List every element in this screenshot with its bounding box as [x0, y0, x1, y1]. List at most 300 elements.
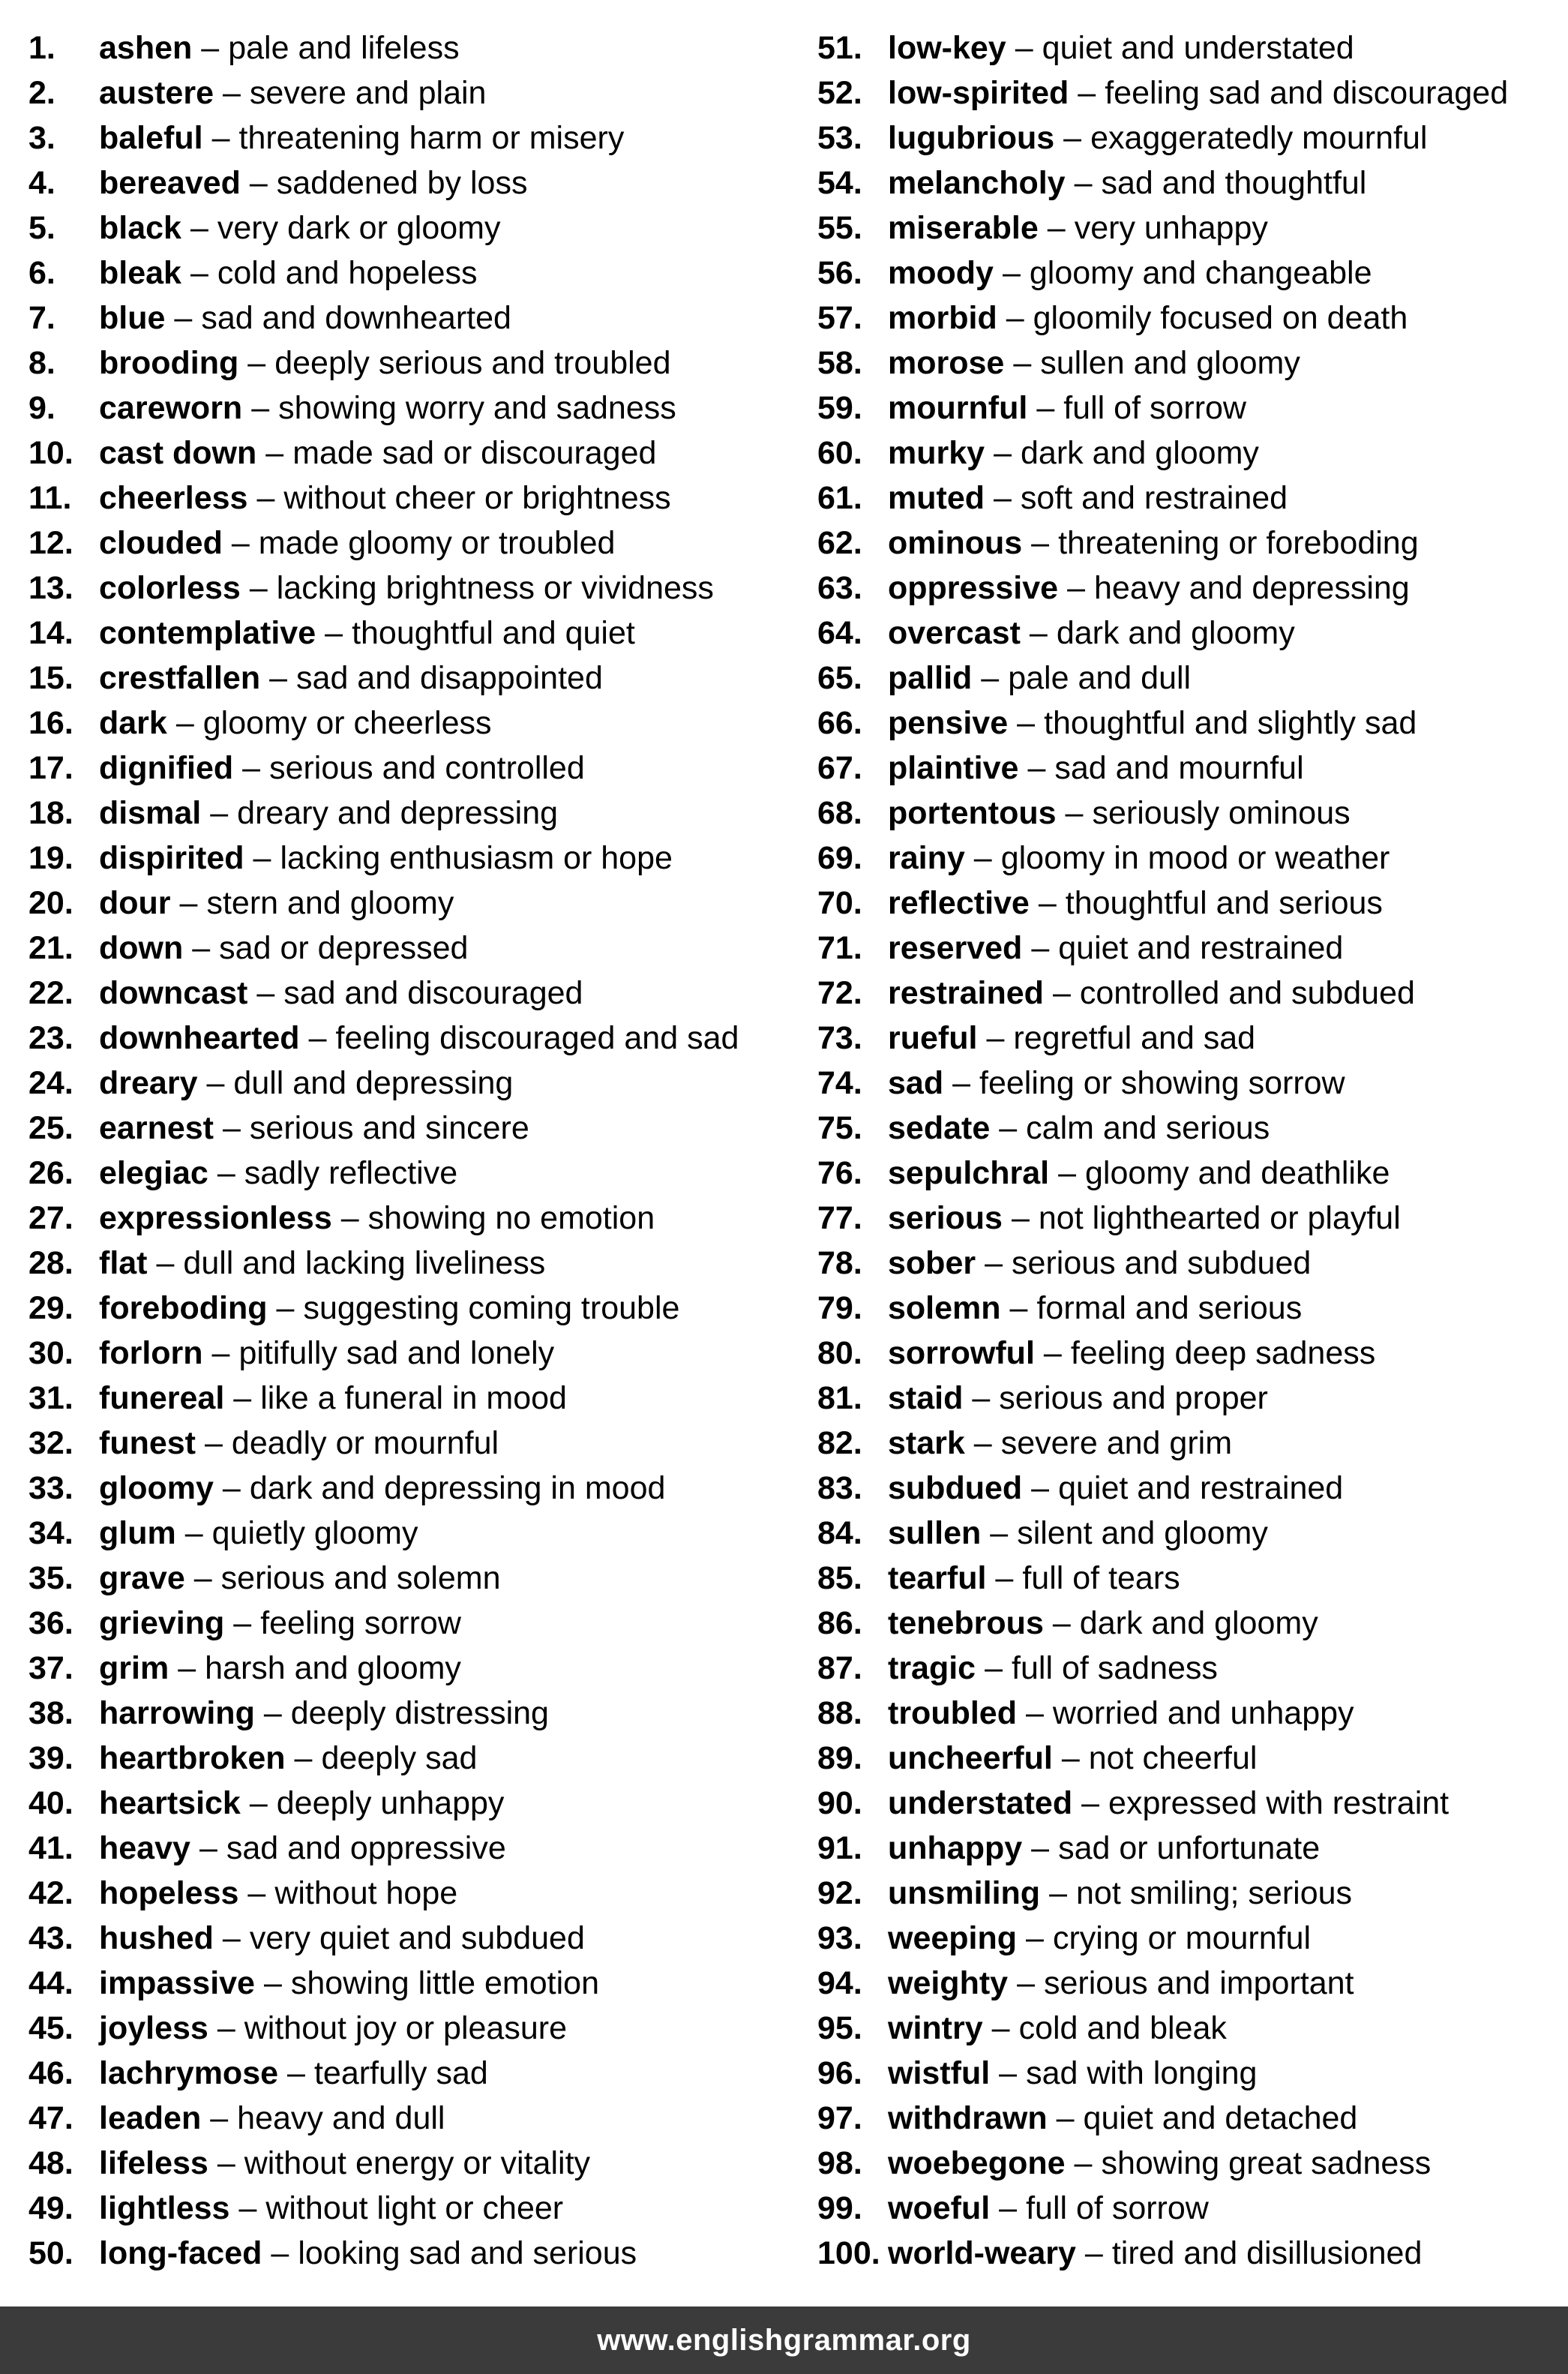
entry-number: 97.: [817, 2099, 862, 2136]
list-item: [817, 746, 1567, 791]
entry-definition: quiet and restrained: [1058, 1469, 1344, 1506]
entry-number: 48.: [28, 2144, 73, 2181]
entry-separator: –: [263, 1694, 282, 1731]
entry-definition: gloomy and changeable: [1029, 254, 1372, 291]
list-item: [28, 1511, 786, 1556]
entry-definition: saddened by loss: [276, 164, 528, 201]
entry-definition: suggesting coming trouble: [303, 1289, 680, 1326]
entry-definition: tearfully sad: [313, 2054, 488, 2091]
list-item: [817, 791, 1567, 836]
entry-separator: –: [1031, 524, 1050, 561]
entry-word: glum: [99, 1514, 176, 1551]
entry-separator: –: [325, 614, 343, 651]
entry-separator: –: [249, 1784, 268, 1821]
entry-number: 22.: [28, 974, 73, 1011]
entry-definition: threatening or foreboding: [1058, 524, 1419, 561]
list-item: [817, 1286, 1567, 1331]
entry-word: funereal: [99, 1379, 225, 1416]
entry-word: baleful: [99, 119, 203, 156]
entry-word: lachrymose: [99, 2054, 279, 2091]
entry-definition: sad with longing: [1026, 2054, 1258, 2091]
entry-definition: lacking enthusiasm or hope: [280, 839, 673, 876]
list-item: [28, 1286, 786, 1331]
entry-separator: –: [199, 1829, 217, 1866]
entry-separator: –: [1031, 1829, 1050, 1866]
entry-definition: thoughtful and quiet: [352, 614, 635, 651]
list-item: [817, 1106, 1567, 1151]
entry-number: 15.: [28, 659, 73, 696]
list-item: [817, 431, 1567, 476]
list-item: [817, 1691, 1567, 1736]
entry-word: contemplative: [99, 614, 316, 651]
entry-word: muted: [888, 479, 985, 516]
entry-definition: full of sorrow: [1063, 389, 1246, 426]
entry-number: 75.: [817, 1109, 862, 1146]
entry-word: sullen: [888, 1514, 982, 1551]
list-item: [28, 1826, 786, 1871]
entry-word: grave: [99, 1559, 185, 1596]
entry-separator: –: [1031, 929, 1050, 966]
entry-word: dignified: [99, 749, 234, 786]
entry-word: elegiac: [99, 1154, 208, 1191]
entry-number: 24.: [28, 1064, 73, 1101]
entry-definition: made gloomy or troubled: [258, 524, 616, 561]
entry-number: 73.: [817, 1019, 862, 1056]
entry-number: 85.: [817, 1559, 862, 1596]
list-item: [28, 1601, 786, 1646]
entry-separator: –: [985, 1649, 1003, 1686]
entry-word: moody: [888, 254, 994, 291]
entry-number: 99.: [817, 2189, 862, 2226]
entry-definition: quiet and understated: [1042, 29, 1354, 66]
entry-word: black: [99, 209, 181, 246]
list-item: [817, 26, 1567, 71]
entry-word: brooding: [99, 344, 239, 381]
entry-number: 14.: [28, 614, 73, 651]
entry-definition: deeply unhappy: [276, 1784, 505, 1821]
entry-definition: sad and oppressive: [226, 1829, 506, 1866]
entry-separator: –: [256, 974, 275, 1011]
list-item: [817, 1331, 1567, 1376]
entry-number: 91.: [817, 1829, 862, 1866]
list-item: [28, 791, 786, 836]
entry-word: weeping: [888, 1919, 1018, 1956]
entry-word: restrained: [888, 974, 1044, 1011]
entry-separator: –: [1061, 1739, 1080, 1776]
entry-separator: –: [175, 704, 194, 741]
list-item: [817, 1511, 1567, 1556]
entry-word: careworn: [99, 389, 243, 426]
entry-definition: sad and downhearted: [201, 299, 511, 336]
entry-number: 28.: [28, 1244, 73, 1281]
entry-word: bereaved: [99, 164, 241, 201]
entry-definition: deadly or mournful: [231, 1424, 499, 1461]
entry-definition: serious and sincere: [249, 1109, 529, 1146]
entry-word: harrowing: [99, 1694, 255, 1731]
list-item: [28, 1151, 786, 1196]
entry-definition: stern and gloomy: [206, 884, 454, 921]
entry-definition: feeling deep sadness: [1070, 1334, 1376, 1371]
entry-word: crestfallen: [99, 659, 261, 696]
entry-word: uncheerful: [888, 1739, 1053, 1776]
entry-word: subdued: [888, 1469, 1023, 1506]
entry-number: 57.: [817, 299, 862, 336]
list-item: [28, 1736, 786, 1781]
entry-definition: gloomy and deathlike: [1085, 1154, 1390, 1191]
entry-word: expressionless: [99, 1199, 332, 1236]
entry-number: 55.: [817, 209, 862, 246]
entry-number: 62.: [817, 524, 862, 561]
list-item: [817, 1736, 1567, 1781]
entry-number: 63.: [817, 569, 862, 606]
entry-word: dour: [99, 884, 171, 921]
entry-separator: –: [1017, 704, 1036, 741]
entry-number: 43.: [28, 1919, 73, 1956]
entry-separator: –: [1063, 119, 1082, 156]
entry-definition: sad and discouraged: [283, 974, 583, 1011]
entry-separator: –: [1017, 1964, 1035, 2001]
entry-definition: silent and gloomy: [1017, 1514, 1268, 1551]
entry-separator: –: [205, 1424, 223, 1461]
entry-definition: deeply serious and troubled: [274, 344, 671, 381]
list-item: [817, 1421, 1567, 1466]
entry-number: 93.: [817, 1919, 862, 1956]
list-item: [817, 296, 1567, 341]
entry-word: lightless: [99, 2189, 230, 2226]
entry-separator: –: [1074, 164, 1093, 201]
entry-separator: –: [1074, 2144, 1093, 2181]
entry-number: 31.: [28, 1379, 73, 1416]
entry-separator: –: [973, 839, 992, 876]
list-item: [817, 1466, 1567, 1511]
entry-number: 2.: [28, 74, 55, 111]
entry-number: 68.: [817, 794, 862, 831]
entry-separator: –: [211, 1334, 230, 1371]
entry-definition: showing worry and sadness: [278, 389, 676, 426]
entry-word: sad: [888, 1064, 944, 1101]
entry-definition: full of tears: [1022, 1559, 1180, 1596]
entry-number: 8.: [28, 344, 55, 381]
entry-word: woebegone: [888, 2144, 1066, 2181]
list-item: [817, 341, 1567, 386]
entry-definition: dark and gloomy: [1079, 1604, 1318, 1641]
entry-word: weighty: [888, 1964, 1009, 2001]
entry-separator: –: [294, 1739, 313, 1776]
entry-separator: –: [249, 569, 268, 606]
entry-number: 76.: [817, 1154, 862, 1191]
entry-number: 25.: [28, 1109, 73, 1146]
entry-word: grim: [99, 1649, 169, 1686]
entry-number: 9.: [28, 389, 55, 426]
list-item: [28, 296, 786, 341]
entry-number: 86.: [817, 1604, 862, 1641]
entry-definition: sad and thoughtful: [1101, 164, 1367, 201]
entry-word: low-spirited: [888, 74, 1069, 111]
entry-definition: dark and gloomy: [1021, 434, 1259, 471]
entry-definition: severe and grim: [1000, 1424, 1233, 1461]
list-item: [817, 2231, 1567, 2276]
entry-number: 52.: [817, 74, 862, 111]
entry-definition: sullen and gloomy: [1040, 344, 1300, 381]
entry-word: sorrowful: [888, 1334, 1035, 1371]
entry-separator: –: [973, 1424, 992, 1461]
list-item: [28, 1331, 786, 1376]
entry-word: impassive: [99, 1964, 255, 2001]
entry-definition: very quiet and subdued: [249, 1919, 585, 1956]
entry-number: 66.: [817, 704, 862, 741]
entry-separator: –: [1052, 974, 1071, 1011]
list-item: [28, 701, 786, 746]
entry-definition: without joy or pleasure: [244, 2009, 567, 2046]
entry-number: 59.: [817, 389, 862, 426]
list-item: [28, 1646, 786, 1691]
entry-separator: –: [991, 2009, 1010, 2046]
entry-definition: heavy and dull: [237, 2099, 445, 2136]
entry-separator: –: [1084, 2234, 1103, 2271]
entry-number: 42.: [28, 1874, 73, 1911]
entry-separator: –: [990, 1514, 1009, 1551]
entry-word: tenebrous: [888, 1604, 1044, 1641]
list-item: [28, 1691, 786, 1736]
entry-number: 19.: [28, 839, 73, 876]
entry-number: 12.: [28, 524, 73, 561]
entry-separator: –: [193, 1559, 212, 1596]
entry-word: heavy: [99, 1829, 190, 1866]
entry-definition: lacking brightness or vividness: [276, 569, 714, 606]
entry-separator: –: [1031, 1469, 1050, 1506]
entry-number: 5.: [28, 209, 55, 246]
entry-number: 44.: [28, 1964, 73, 2001]
entry-definition: serious and controlled: [269, 749, 585, 786]
entry-word: bleak: [99, 254, 181, 291]
entry-number: 64.: [817, 614, 862, 651]
entry-word: foreboding: [99, 1289, 268, 1326]
entry-word: stark: [888, 1424, 965, 1461]
list-item: [817, 971, 1567, 1016]
entry-definition: gloomy or cheerless: [202, 704, 492, 741]
list-item: [28, 1556, 786, 1601]
entry-number: 94.: [817, 1964, 862, 2001]
entry-number: 3.: [28, 119, 55, 156]
entry-number: 47.: [28, 2099, 73, 2136]
entry-separator: –: [1047, 209, 1066, 246]
entry-word: blue: [99, 299, 166, 336]
list-item: [817, 116, 1567, 161]
entry-separator: –: [994, 479, 1012, 516]
entry-definition: worried and unhappy: [1052, 1694, 1354, 1731]
entry-separator: –: [179, 884, 198, 921]
list-item: [28, 386, 786, 431]
entry-word: grieving: [99, 1604, 225, 1641]
entry-definition: sad and mournful: [1054, 749, 1304, 786]
entry-definition: controlled and subdued: [1079, 974, 1415, 1011]
entry-number: 45.: [28, 2009, 73, 2046]
entry-definition: without cheer or brightness: [283, 479, 671, 516]
entry-word: gloomy: [99, 1469, 214, 1506]
entry-number: 96.: [817, 2054, 862, 2091]
entry-word: leaden: [99, 2099, 202, 2136]
entry-number: 54.: [817, 164, 862, 201]
list-item: [28, 1376, 786, 1421]
entry-definition: soft and restrained: [1020, 479, 1288, 516]
list-item: [817, 1241, 1567, 1286]
list-item: [817, 836, 1567, 881]
entry-definition: full of sorrow: [1026, 2189, 1209, 2226]
entry-definition: heavy and depressing: [1093, 569, 1410, 606]
entry-word: downhearted: [99, 1019, 300, 1056]
entry-number: 69.: [817, 839, 862, 876]
entry-number: 18.: [28, 794, 73, 831]
entry-number: 36.: [28, 1604, 73, 1641]
entry-separator: –: [222, 1919, 241, 1956]
entry-separator: –: [206, 1064, 225, 1101]
entry-separator: –: [190, 209, 208, 246]
entry-number: 60.: [817, 434, 862, 471]
list-item: [817, 611, 1567, 656]
list-item: [817, 2141, 1567, 2186]
entry-word: downcast: [99, 974, 248, 1011]
entry-definition: showing great sadness: [1101, 2144, 1432, 2181]
entry-number: 39.: [28, 1739, 73, 1776]
entry-word: understated: [888, 1784, 1073, 1821]
list-item: [28, 746, 786, 791]
entry-word: miserable: [888, 209, 1039, 246]
list-item: [28, 476, 786, 521]
entry-number: 71.: [817, 929, 862, 966]
entry-word: withdrawn: [888, 2099, 1048, 2136]
entry-word: oppressive: [888, 569, 1059, 606]
entry-separator: –: [1049, 1874, 1067, 1911]
entry-separator: –: [1009, 1289, 1028, 1326]
entry-number: 90.: [817, 1784, 862, 1821]
list-item: [28, 26, 786, 71]
entry-word: wistful: [888, 2054, 991, 2091]
entry-number: 38.: [28, 1694, 73, 1731]
entry-definition: formal and serious: [1036, 1289, 1303, 1326]
entry-word: ominous: [888, 524, 1023, 561]
entry-separator: –: [256, 479, 275, 516]
list-item: [817, 2006, 1567, 2051]
list-item: [817, 926, 1567, 971]
entry-word: cheerless: [99, 479, 248, 516]
entry-definition: without hope: [274, 1874, 458, 1911]
entry-separator: –: [1029, 614, 1048, 651]
entry-definition: feeling sad and discouraged: [1105, 74, 1509, 111]
entry-definition: sad and disappointed: [296, 659, 603, 696]
list-item: [817, 1196, 1567, 1241]
entry-word: world-weary: [888, 2234, 1076, 2271]
entry-word: down: [99, 929, 184, 966]
entry-separator: –: [211, 119, 230, 156]
entry-number: 50.: [28, 2234, 73, 2271]
entry-separator: –: [217, 1154, 235, 1191]
entry-number: 16.: [28, 704, 73, 741]
entry-word: rueful: [888, 1019, 978, 1056]
entry-separator: –: [340, 1199, 359, 1236]
entry-definition: serious and proper: [999, 1379, 1268, 1416]
entry-definition: dull and depressing: [233, 1064, 514, 1101]
entry-separator: –: [986, 1019, 1005, 1056]
entry-definition: dark and gloomy: [1056, 614, 1295, 651]
entry-number: 41.: [28, 1829, 73, 1866]
entry-definition: pitifully sad and lonely: [238, 1334, 555, 1371]
entry-definition: deeply distressing: [290, 1694, 549, 1731]
entry-number: 78.: [817, 1244, 862, 1281]
entry-separator: –: [210, 794, 229, 831]
entry-number: 34.: [28, 1514, 73, 1551]
entry-number: 27.: [28, 1199, 73, 1236]
entry-separator: –: [233, 1604, 252, 1641]
entry-word: forlorn: [99, 1334, 203, 1371]
entry-definition: tired and disillusioned: [1111, 2234, 1423, 2271]
entry-word: hopeless: [99, 1874, 239, 1911]
entry-number: 23.: [28, 1019, 73, 1056]
entry-word: troubled: [888, 1694, 1017, 1731]
entry-definition: thoughtful and slightly sad: [1044, 704, 1417, 741]
list-item: [28, 251, 786, 296]
entry-separator: –: [156, 1244, 175, 1281]
footer-url[interactable]: www.englishgrammar.org: [597, 2323, 971, 2357]
entry-definition: quietly gloomy: [211, 1514, 418, 1551]
entry-definition: very dark or gloomy: [217, 209, 501, 246]
list-item: [28, 881, 786, 926]
entry-word: lifeless: [99, 2144, 208, 2181]
list-item: [28, 2006, 786, 2051]
entry-separator: –: [1067, 569, 1085, 606]
entry-word: reserved: [888, 929, 1023, 966]
entry-separator: –: [1026, 1919, 1044, 1956]
list-item: [817, 1556, 1567, 1601]
list-item: [28, 926, 786, 971]
entry-definition: dreary and depressing: [237, 794, 559, 831]
entry-definition: exaggeratedly mournful: [1090, 119, 1428, 156]
entry-separator: –: [999, 2189, 1018, 2226]
entry-word: hushed: [99, 1919, 214, 1956]
list-item: [28, 1466, 786, 1511]
entry-number: 81.: [817, 1379, 862, 1416]
entry-word: staid: [888, 1379, 964, 1416]
list-item: [817, 1961, 1567, 2006]
entry-definition: like a funeral in mood: [260, 1379, 567, 1416]
list-item: [817, 566, 1567, 611]
entry-definition: expressed with restraint: [1108, 1784, 1450, 1821]
entry-definition: not lighthearted or playful: [1038, 1199, 1401, 1236]
entry-definition: feeling discouraged and sad: [335, 1019, 739, 1056]
entry-number: 7.: [28, 299, 55, 336]
entry-definition: showing little emotion: [290, 1964, 599, 2001]
list-item: [28, 2096, 786, 2141]
entry-word: tearful: [888, 1559, 987, 1596]
entry-separator: –: [238, 2189, 257, 2226]
list-item: [817, 206, 1567, 251]
entry-word: clouded: [99, 524, 223, 561]
entry-definition: without energy or vitality: [244, 2144, 591, 2181]
list-item: [28, 2051, 786, 2096]
entry-number: 21.: [28, 929, 73, 966]
list-item: [28, 206, 786, 251]
entry-word: colorless: [99, 569, 241, 606]
entry-word: heartsick: [99, 1784, 241, 1821]
entry-word: reflective: [888, 884, 1030, 921]
entry-separator: –: [201, 29, 220, 66]
list-item: [817, 1871, 1567, 1916]
entry-separator: –: [217, 2144, 235, 2181]
entry-number: 51.: [817, 29, 862, 66]
footer-bar: [0, 2306, 1568, 2374]
entry-word: unhappy: [888, 1829, 1023, 1866]
entry-word: ashen: [99, 29, 193, 66]
list-item: [28, 566, 786, 611]
